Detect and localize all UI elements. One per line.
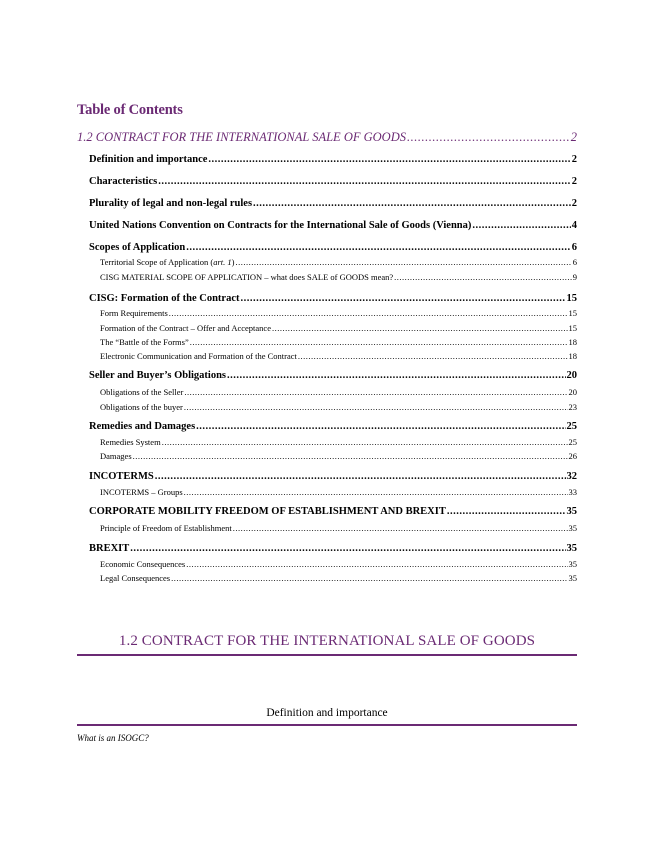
toc-leader-dots: [227, 371, 566, 382]
toc-entry-incoterms[interactable]: [89, 472, 577, 483]
toc-leader-dots: [162, 438, 568, 447]
toc-entry-label: INCOTERMS: [89, 471, 154, 482]
toc-entry-label: Remedies System: [100, 437, 161, 447]
toc-entry-label: Economic Consequences: [100, 559, 186, 569]
toc-leader-dots: [233, 524, 568, 533]
toc-entry-label: CORPORATE MOBILITY FREEDOM OF ESTABLISHMENT AND BREXIT: [89, 506, 446, 517]
subsection-heading-rule: [77, 724, 577, 726]
toc-entry-page: 25: [566, 421, 577, 432]
toc-entry-label: Form Requirements: [100, 308, 168, 318]
toc-entry-label: Principle of Freedom of Establishment: [100, 523, 232, 533]
toc-entry-page: 35: [568, 559, 577, 569]
toc-leader-dots: [158, 177, 571, 188]
toc-leader-dots: [407, 131, 570, 144]
toc-title: Table of Contents: [77, 102, 183, 118]
toc-entry-damages[interactable]: [100, 452, 577, 461]
toc-entry-offer-acceptance[interactable]: [100, 324, 577, 333]
toc-entry-legal-consequences[interactable]: [100, 574, 577, 583]
toc-entry-label: Damages: [100, 451, 132, 461]
toc-entry-page: 20: [568, 387, 577, 397]
toc-entry-page: 23: [568, 402, 577, 412]
section-heading-rule: [77, 654, 577, 656]
toc-entry-page: 35: [568, 573, 577, 583]
subsection-heading: Definition and importance: [266, 707, 388, 719]
toc-entry-label: Formation of the Contract – Offer and Acceptance: [100, 323, 271, 333]
toc-entry-electronic-communication[interactable]: [100, 352, 577, 361]
toc-leader-dots: [133, 452, 568, 461]
toc-leader-dots: [472, 221, 570, 232]
toc-entry-seller-obligations[interactable]: [100, 388, 577, 397]
toc-entry-battle-of-forms[interactable]: [100, 338, 577, 347]
toc-entry-page: 2: [571, 176, 577, 187]
toc-entry-economic-consequences[interactable]: [100, 560, 577, 569]
toc-entry-label: CISG: Formation of the Contract: [89, 293, 240, 304]
toc-entry-label: 1.2 CONTRACT FOR THE INTERNATIONAL SALE OF GOODS: [77, 130, 406, 144]
toc-entry-label-end: ): [231, 257, 235, 267]
toc-entry-page: 6: [571, 242, 577, 253]
toc-leader-dots: [208, 155, 570, 166]
toc-entry-remedies[interactable]: [89, 422, 577, 433]
toc-entry-label: CISG MATERIAL SCOPE OF APPLICATION – what does SALE of GOODS mean?: [100, 272, 394, 282]
toc-entry-label: Characteristics: [89, 176, 158, 187]
toc-entry-label: Plurality of legal and non-legal rules: [89, 198, 253, 209]
toc-entry-label: Electronic Communication and Formation of the Contract: [100, 351, 297, 361]
toc-entry-plurality[interactable]: [89, 199, 577, 210]
toc-entry-un-convention[interactable]: [89, 221, 577, 232]
toc-entry-corporate-mobility[interactable]: [89, 507, 577, 518]
toc-entry-page: 15: [566, 293, 577, 304]
toc-entry-page: 35: [566, 506, 577, 517]
toc-entry-label: United Nations Convention on Contracts for the International Sale of Goods (Vienna): [89, 220, 472, 231]
toc-entry-label: [100, 258, 234, 267]
toc-leader-dots: [186, 243, 570, 254]
toc-entry-page: 2: [571, 154, 577, 165]
toc-entry-formation[interactable]: [89, 294, 577, 305]
question-text: What is an ISOGC?: [77, 733, 149, 743]
toc-entry-page: 25: [568, 437, 577, 447]
toc-leader-dots: [253, 199, 571, 210]
toc-leader-dots: [394, 273, 572, 282]
toc-entry-page: 2: [570, 130, 577, 144]
toc-leader-dots: [447, 507, 566, 518]
toc-entry-label: Scopes of Application: [89, 242, 186, 253]
toc-entry-page: 4: [571, 220, 577, 231]
toc-entry-label-start: Territorial Scope of Application (: [100, 257, 214, 267]
toc-leader-dots: [169, 309, 568, 318]
section-heading: 1.2 CONTRACT FOR THE INTERNATIONAL SALE OF GOODS: [118, 633, 536, 649]
toc-leader-dots: [186, 560, 567, 569]
toc-leader-dots: [240, 294, 565, 305]
toc-leader-dots: [272, 324, 568, 333]
toc-entry-remedies-system[interactable]: [100, 438, 577, 447]
toc-entry-incoterms-groups[interactable]: [100, 488, 577, 497]
toc-entry-page: 18: [568, 351, 577, 361]
toc-entry-page: 9: [572, 272, 577, 282]
toc-entry-buyer-obligations[interactable]: [100, 403, 577, 412]
toc-leader-dots: [171, 574, 567, 583]
toc-entry-obligations[interactable]: [89, 371, 577, 382]
toc-entry-label-italic: art. 1: [213, 257, 232, 267]
toc-leader-dots: [190, 338, 568, 347]
toc-entry-label: Legal Consequences: [100, 573, 171, 583]
toc-leader-dots: [184, 388, 567, 397]
toc-entry-page: 35: [566, 543, 577, 554]
toc-entry-characteristics[interactable]: [89, 177, 577, 188]
toc-entry-territorial-scope[interactable]: [100, 258, 577, 267]
toc-entry-scopes[interactable]: [89, 243, 577, 254]
toc-leader-dots: [196, 422, 565, 433]
toc-leader-dots: [235, 258, 571, 267]
toc-entry-page: 32: [566, 471, 577, 482]
toc-entry-material-scope[interactable]: [100, 273, 577, 282]
toc-entry-page: 15: [568, 323, 577, 333]
toc-entry-page: 26: [568, 451, 577, 461]
toc-entry-page: 33: [568, 487, 577, 497]
toc-entry-page: 6: [572, 257, 577, 267]
toc-entry-label: BREXIT: [89, 543, 130, 554]
toc-entry-brexit[interactable]: [89, 544, 577, 555]
toc-entry-label: INCOTERMS – Groups: [100, 487, 183, 497]
toc-leader-dots: [130, 544, 565, 555]
toc-entry-freedom-establishment[interactable]: [100, 524, 577, 533]
toc-entry-label: The “Battle of the Forms”: [100, 337, 189, 347]
toc-entry-label: Obligations of the Seller: [100, 387, 184, 397]
toc-leader-dots: [184, 403, 568, 412]
toc-entry-label: Seller and Buyer’s Obligations: [89, 370, 226, 381]
toc-leader-dots: [155, 472, 566, 483]
toc-leader-dots: [298, 352, 568, 361]
toc-entry-page: 35: [568, 523, 577, 533]
toc-leader-dots: [184, 488, 568, 497]
toc-entry-page: 18: [568, 337, 577, 347]
toc-entry-page: 15: [568, 308, 577, 318]
toc-entry-section-1-2[interactable]: [77, 131, 577, 144]
toc-entry-label: Obligations of the buyer: [100, 402, 183, 412]
toc-entry-form-requirements[interactable]: [100, 309, 577, 318]
toc-entry-label: Definition and importance: [89, 154, 208, 165]
toc-entry-page: 2: [571, 198, 577, 209]
toc-entry-page: 20: [566, 370, 577, 381]
toc-entry-label: Remedies and Damages: [89, 421, 196, 432]
toc-entry-definition[interactable]: [89, 155, 577, 166]
